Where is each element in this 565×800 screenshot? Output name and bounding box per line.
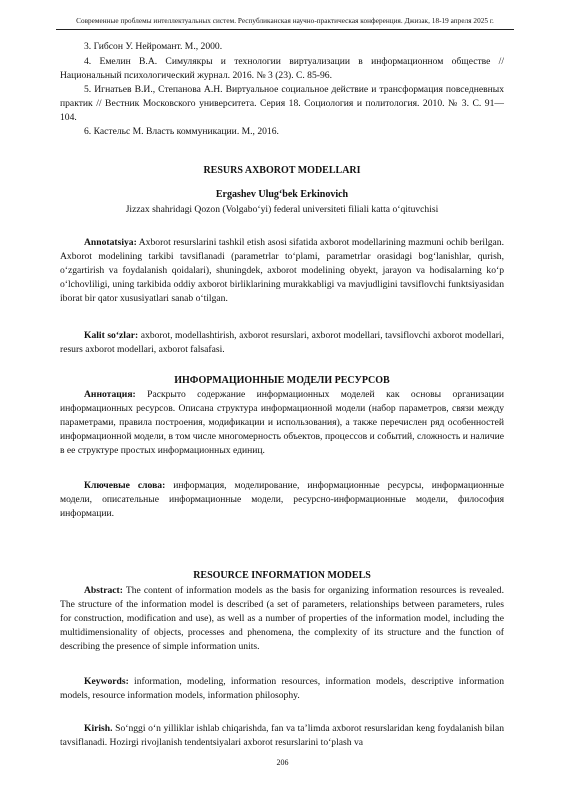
abstract-uz-label: Annotatsiya: bbox=[84, 237, 137, 248]
keywords-en bbox=[60, 675, 504, 703]
abstract-en-text: The content of information models as the basis for organizing information resources is revealed. The structure of the information model is described (a set of parameters, relationships between parameters, rules for construction, modification and use), as well as a number of properties of the information model, including the multidimensionality of objects, processes and phenomena, the complexity of its structure and the function of describing the presence of simple information units. bbox=[60, 585, 504, 652]
article-title-en: RESOURCE INFORMATION MODELS bbox=[193, 570, 371, 581]
introduction-text: So‘nggi o‘n yilliklar ishlab chiqarishda, fan va ta’limda axborot resurslaridan keng foydalanish bilan tavsiflanadi. Hozirgi rivojlanish tendentsiyalari axborot resurslarini to‘plash va bbox=[60, 723, 504, 748]
author-affiliation: Jizzax shahridagi Qozon (Volgabo‘yi) federal universiteti filiali katta o‘qituvchisi bbox=[125, 204, 439, 215]
reference-item: 4. Емелин В.А. Симулякры и технологии виртуализации в информационном обществе // Национальный психологический журнал. 2016. № 3 (23). С. 85-96. bbox=[60, 56, 504, 81]
abstract-en-label: Abstract: bbox=[84, 585, 123, 596]
keywords-uz-label: Kalit so‘zlar: bbox=[84, 330, 139, 341]
introduction bbox=[60, 722, 504, 750]
author-name: Ergashev Ulug‘bek Erkinovich bbox=[215, 189, 349, 200]
keywords-ru-text: информация, моделирование, информационные ресурсы, информационные модели, описательные информационные модели, ресурсно-информационные модели, философия информации. bbox=[60, 480, 504, 519]
abstract-ru bbox=[60, 388, 504, 458]
keywords-ru-label: Ключевые слова: bbox=[84, 480, 166, 491]
abstract-ru-text: Раскрыто содержание информационных моделей как основы организации информационных ресурсов. Описана структура информационной модели (набор параметров, связи между параметрами, правила построения, модификации и использования), а также перечислен ряд особенностей информационной модели, в том числе многомерность объектов, процессов и событий, сложность и наличие в ее структуре простых информационных единиц. bbox=[60, 389, 504, 456]
keywords-en-text: information, modeling, information resources, information models, descriptive information models, resource information models, information philosophy. bbox=[60, 676, 504, 701]
reference-item: 5. Игнатьев В.И., Степанова А.Н. Виртуальное социальное действие и трансформация повседневных практик // Вестник Московского университета. Серия 18. Социология и политология. 2010. № 3. С. 91—104. bbox=[60, 84, 504, 123]
abstract-en bbox=[60, 584, 504, 654]
abstract-uz bbox=[60, 236, 504, 306]
keywords-uz-text: axborot, modellashtirish, axborot resurslari, axborot modellari, tavsiflovchi axborot modellari, resurs axborot modellari, axborot falsafasi. bbox=[60, 330, 504, 355]
abstract-uz-text: Axborot resurslarini tashkil etish asosi sifatida axborot modellarining mazmuni ochib berilgan. Axborot modelining tarkibi tavsiflanadi (parametrlar to‘plami, parametrlar orasidagi bog‘lanishlar, qurish, o‘zgartirish va foydalanish qoidalari), shuningdek, axborot modelining obyekt, jarayon va hodisalarning ko‘p o‘lchovliligi, uning tarkibida oddiy axborot birliklarining murakkabligi va mavjudligini tavsiflovchi funktsiyasidan iborat bir qator xususiyatlari sanab o‘tilgan. bbox=[60, 237, 504, 304]
page-number: 206 bbox=[276, 758, 289, 767]
reference-item: 6. Кастельс М. Власть коммуникации. М., 2016. bbox=[84, 126, 279, 137]
introduction-label: Kirish. bbox=[84, 723, 113, 734]
article-title-uz: RESURS AXBOROT MODELLARI bbox=[203, 165, 361, 176]
keywords-uz bbox=[60, 329, 504, 357]
reference-item: 3. Гибсон У. Нейромант. М., 2000. bbox=[84, 41, 223, 52]
article-title-ru: ИНФОРМАЦИОННЫЕ МОДЕЛИ РЕСУРСОВ bbox=[174, 375, 390, 386]
keywords-ru bbox=[60, 479, 504, 521]
abstract-ru-label: Аннотация: bbox=[84, 389, 136, 400]
header-rule bbox=[56, 29, 514, 30]
running-header: Современные проблемы интеллектуальных систем. Республиканская научно-практическая конференция. Джизак, 18-19 апреля 2025 г. bbox=[76, 17, 494, 25]
keywords-en-label: Keywords: bbox=[84, 676, 129, 687]
